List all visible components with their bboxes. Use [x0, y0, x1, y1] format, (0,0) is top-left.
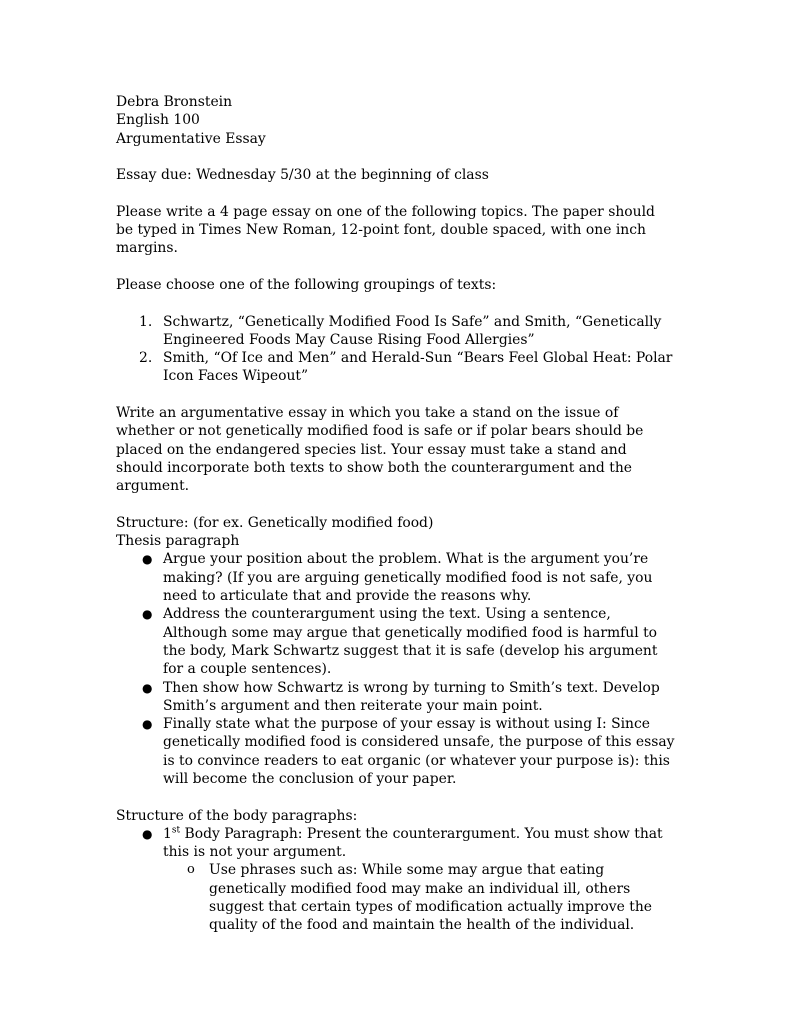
list-item-text: Argue your position about the problem. What is the argument you’re making? (If you are arguing genetically modified food is not safe, you need to articulate that and provide the reasons why. [163, 551, 653, 605]
choose-paragraph: Please choose one of the following groupings of texts: [116, 276, 497, 293]
list-item [116, 715, 676, 788]
list-item-text: Finally state what the purpose of your essay is without using I: Since genetically modified food is considered unsafe, the purpose of this essay is to convince readers to eat organic (or whatever your purpose is): this will become the conclusion of your paper. [163, 716, 675, 787]
course-name: English 100 [116, 112, 200, 129]
topic-number: 1. [139, 313, 153, 330]
assignment-title: Argumentative Essay [116, 130, 266, 147]
topic-item [116, 313, 676, 350]
list-item [116, 679, 676, 716]
ordinal-suffix: st [171, 825, 181, 836]
list-item-text: Then show how Schwartz is wrong by turning to Smith’s text. Develop Smith’s argument and then reiterate your main point. [163, 679, 660, 714]
topic-item [116, 349, 676, 386]
structure-heading: Structure: (for ex. Genetically modified food) [116, 514, 434, 531]
due-date: Essay due: Wednesday 5/30 at the beginning of class [116, 167, 489, 184]
hollow-circle-icon: o [187, 862, 195, 878]
body-bullet-list [116, 825, 676, 935]
bullet-dot-icon: ● [142, 717, 153, 732]
list-item [116, 605, 676, 678]
list-item-text: Body Paragraph: Present the counterargument. You must show that this is not your argument. [163, 825, 663, 861]
body-structure-heading: Structure of the body paragraphs: [116, 807, 358, 824]
topic-text: Schwartz, “Genetically Modified Food Is Safe” and Smith, “Genetically Engineered Foods May Cause Rising Food Allergies” [163, 313, 662, 348]
sub-list-item-text: Use phrases such as: While some may argue that eating genetically modified food may make an individual ill, others suggest that certain types of modification actually improve the quality of the food and maintain the health of the individual. [209, 862, 653, 934]
sub-list-item [163, 861, 676, 934]
prompt-paragraph: Write an argumentative essay in which you take a stand on the issue of whether or not genetically modified food is safe or if polar bears should be placed on the endangered species list. Your essay must take a stand and should incorporate both texts to show both the counterargument and the argument. [116, 405, 644, 495]
bullet-dot-icon: ● [142, 826, 153, 841]
thesis-bullet-list [116, 550, 676, 788]
sub-bullet-list [163, 861, 676, 934]
list-item-text: Address the counterargument using the text. Using a sentence, Although some may argue that genetically modified food is harmful to the body, Mark Schwartz suggest that it is safe (develop his argument for a couple sentences). [163, 606, 658, 678]
thesis-label: Thesis paragraph [116, 533, 240, 550]
list-item [116, 825, 676, 935]
topic-text: Smith, “Of Ice and Men” and Herald-Sun “Bears Feel Global Heat: Polar Icon Faces Wipeout” [163, 350, 673, 385]
instructions-paragraph: Please write a 4 page essay on one of the following topics. The paper should be typed in Times New Roman, 12-point font, double spaced, with one inch margins. [116, 203, 655, 257]
topic-number: 2. [139, 350, 153, 367]
ordinal-number: 1 [163, 825, 172, 842]
bullet-dot-icon: ● [142, 607, 153, 622]
list-item [116, 550, 676, 605]
bullet-dot-icon: ● [142, 552, 153, 567]
author-name: Debra Bronstein [116, 94, 233, 110]
document-body [116, 93, 676, 935]
topic-list [116, 313, 676, 386]
bullet-dot-icon: ● [142, 680, 153, 695]
